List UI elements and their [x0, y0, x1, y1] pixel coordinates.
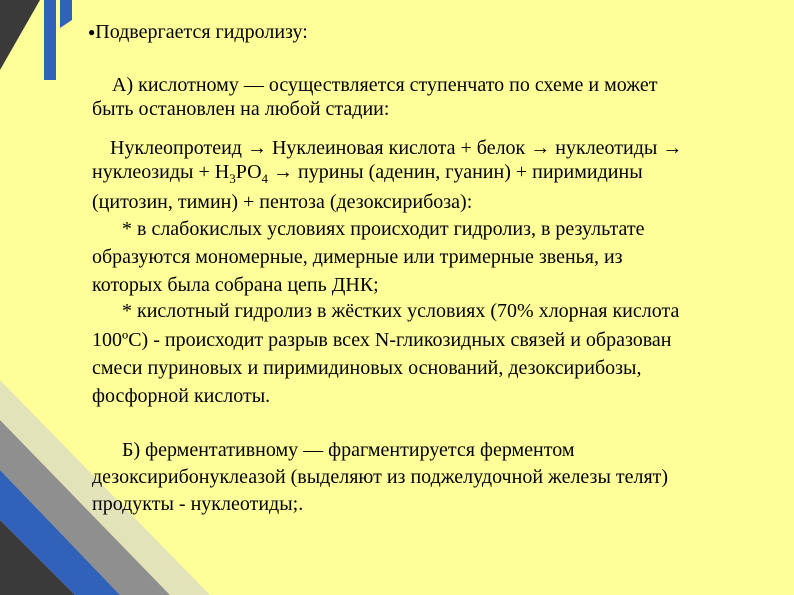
subscript-4: 4 [261, 171, 269, 186]
mild-conditions-line-1: * в слабокислых условиях происходит гидролиз, в результате [122, 218, 645, 240]
scheme-line-3: (цитозин, тимин) + пентоза (дезоксирибоза): [92, 191, 473, 213]
mild-conditions-line-3: которых была собрана цепь ДНК; [92, 274, 379, 296]
enzymatic-line-1: Б) ферментативному — фрагментируется ферментом [122, 439, 575, 461]
scheme-line-2 [92, 160, 643, 184]
harsh-conditions-line-3: смеси пуриновых и пиримидиновых оснований, дезоксирибозы, [92, 357, 642, 379]
scheme-po: РО [235, 161, 262, 183]
heading-line [88, 20, 308, 44]
acid-hydrolysis-line-1: А) кислотному — осуществляется ступенчато по схеме и может [112, 74, 658, 96]
harsh-conditions-line-2: 100ºС) - происходит разрыв всех N-гликозидных связей и образован [92, 329, 672, 351]
harsh-conditions-line-4: фосфорной кислоты. [92, 385, 271, 407]
enzymatic-line-2: дезоксирибонуклеазой (выделяют из поджелудочной железы телят) [92, 466, 669, 488]
harsh-conditions-line-1: * кислотный гидролиз в жёстких условиях (70% хлорная кислота [122, 300, 680, 322]
scheme-line-1: Нуклеопротеид → Нуклеиновая кислота + белок → нуклеотиды → [110, 137, 683, 159]
scheme-line-2-end: → пурины (аденин, гуанин) + пиримидины [268, 161, 643, 183]
acid-hydrolysis-line-2: быть остановлен на любой стадии: [92, 98, 390, 120]
heading: Подвергается гидролизу: [95, 21, 308, 43]
bullet-icon: ● [88, 25, 96, 39]
scheme-line-2-start: нуклеозиды + Н [92, 161, 230, 183]
enzymatic-line-3: продукты - нуклеотиды;. [92, 493, 304, 515]
mild-conditions-line-2: образуются мономерные, димерные или тримерные звенья, из [92, 246, 623, 268]
subscript-3: 3 [229, 171, 236, 186]
